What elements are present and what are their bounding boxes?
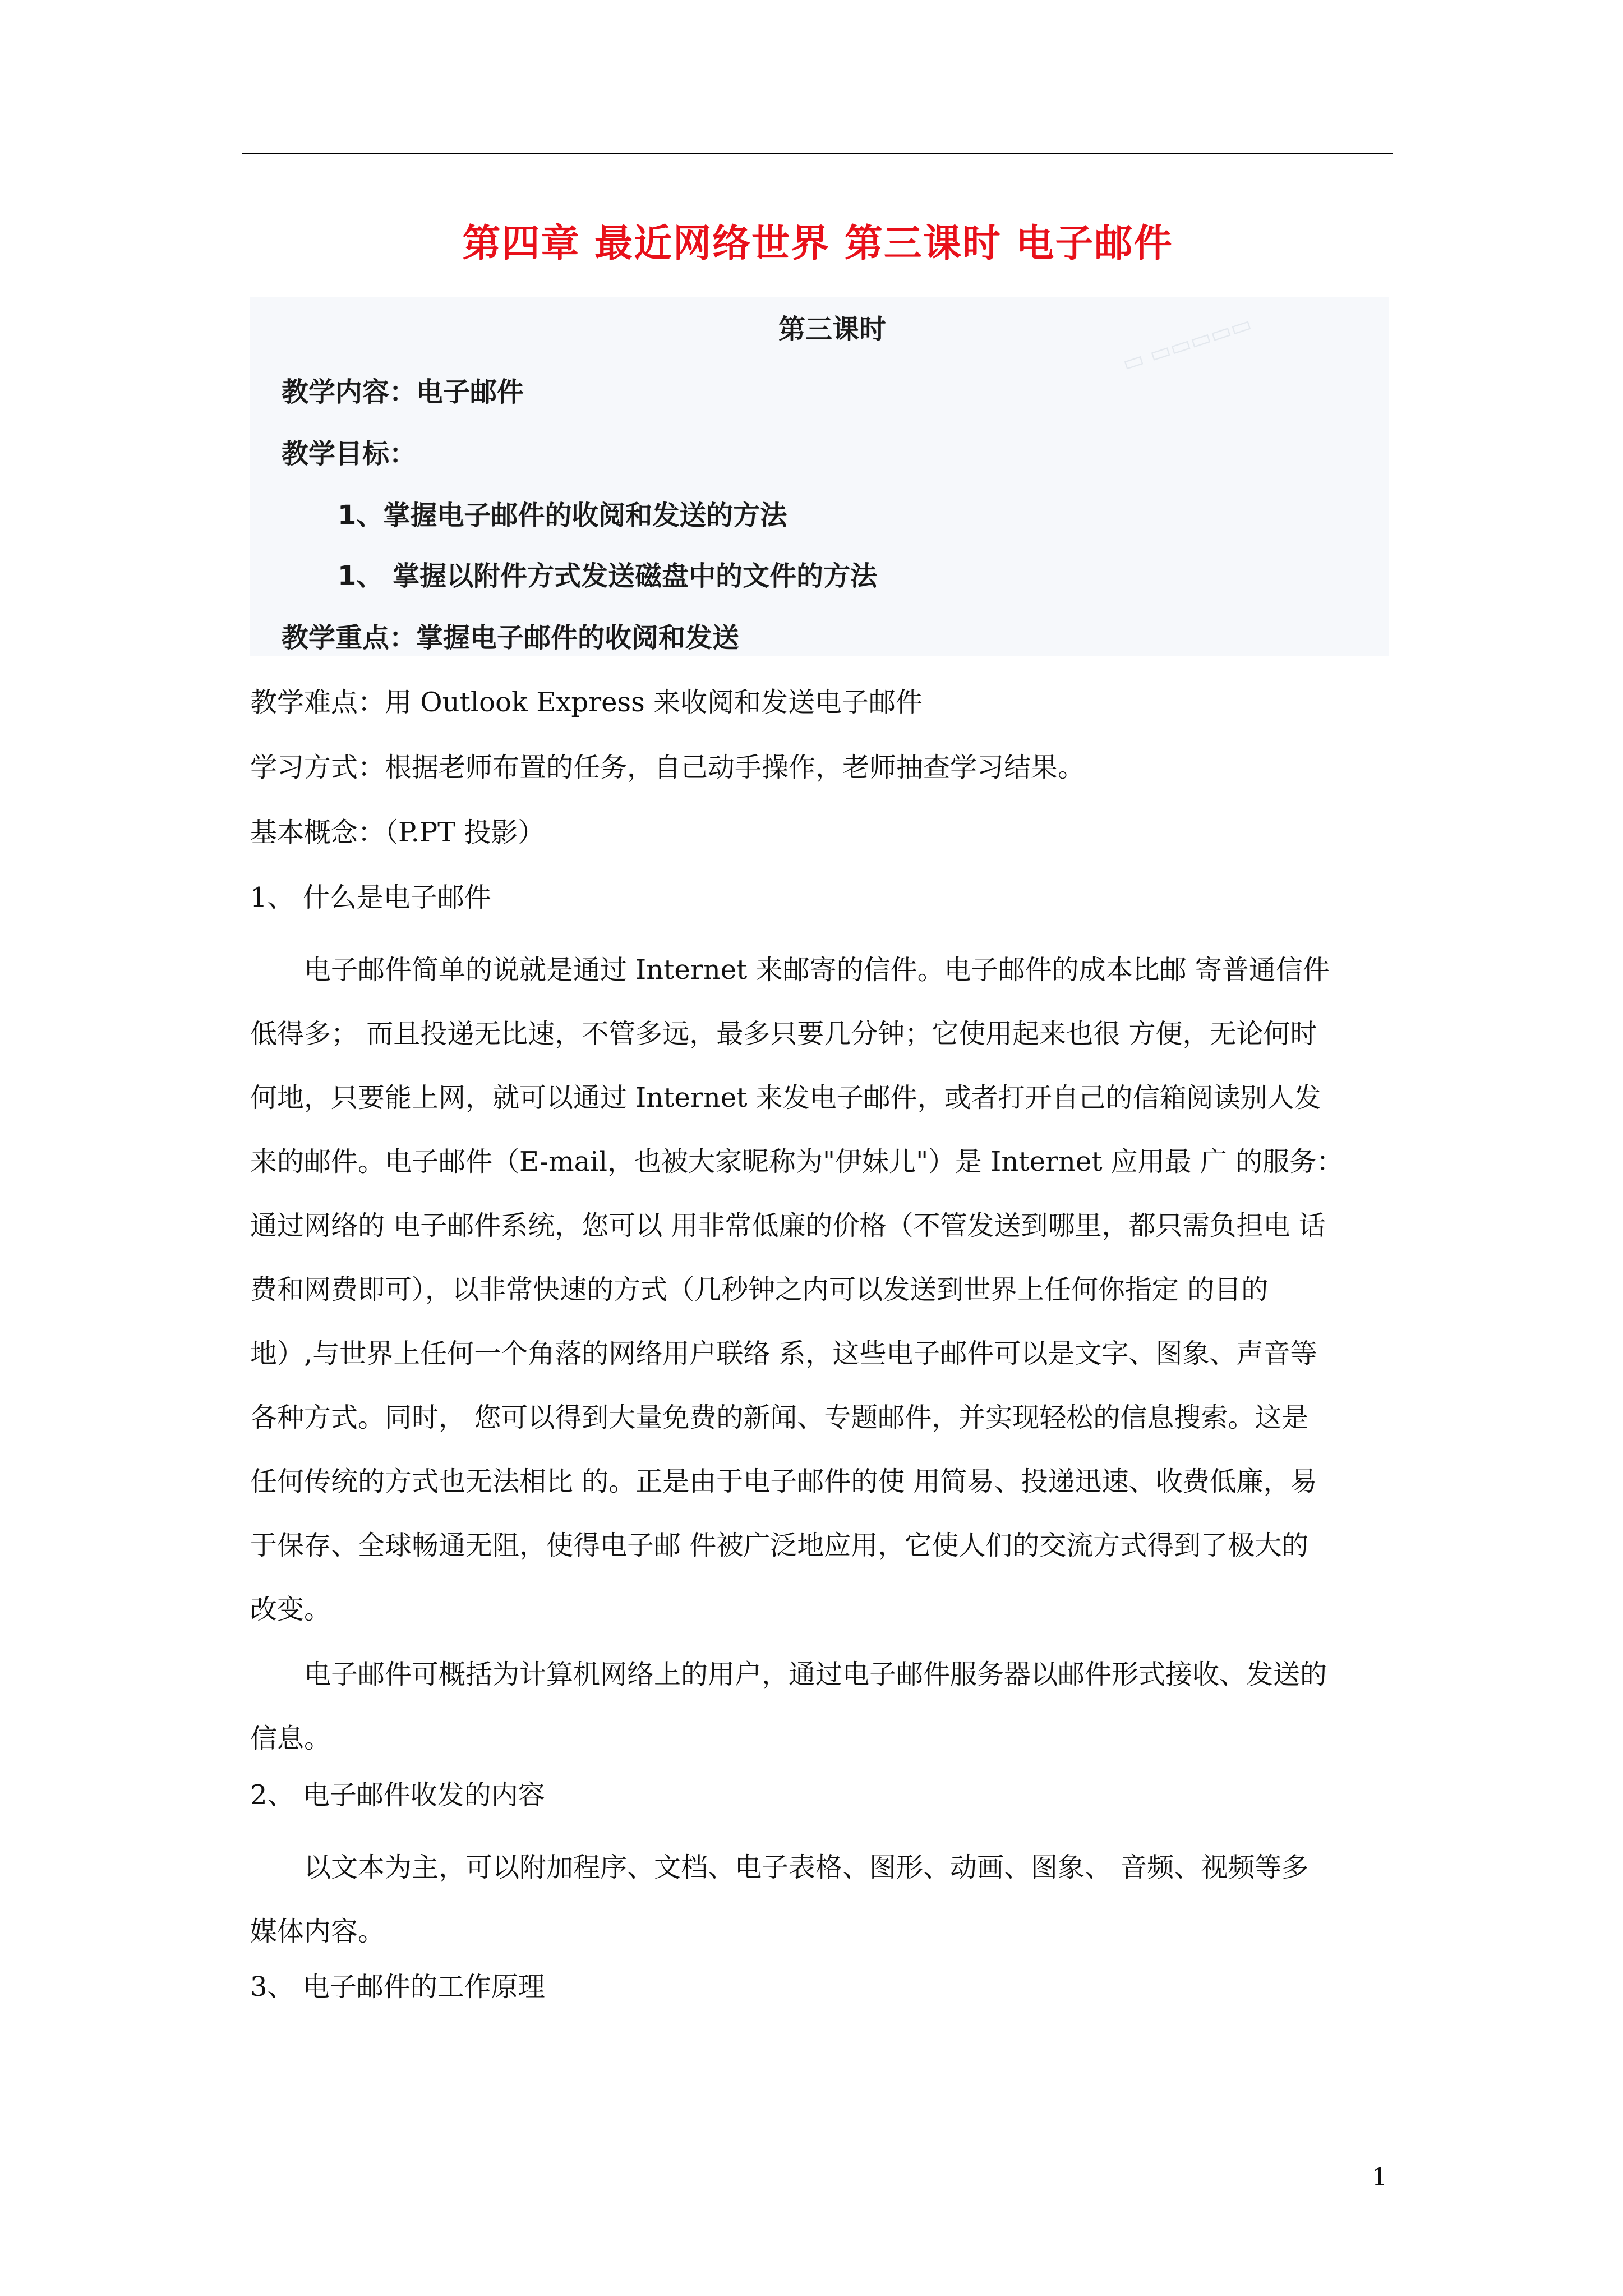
- embed-heading: 第三课时: [778, 314, 887, 345]
- page-number: 1: [1372, 2163, 1387, 2192]
- section2-heading: 2、 电子邮件收发的内容: [250, 1779, 545, 1811]
- paragraph-line: 媒体内容。: [250, 1916, 385, 1947]
- embed-goal-1: 1、掌握电子邮件的收阅和发送的方法: [338, 500, 787, 531]
- method-line: 学习方式：根据老师布置的任务，自己动手操作，老师抽查学习结果。: [250, 752, 1085, 783]
- section1-heading: 1、 什么是电子邮件: [250, 882, 491, 913]
- embed-goals-label: 教学目标：: [282, 438, 417, 470]
- watermark: ▭ ▭▭▭▭▭: [1119, 311, 1255, 377]
- paragraph-line: 任何传统的方式也无法相比 的。正是由于电子邮件的使 用简易、投递迅速、收费低廉，易: [250, 1466, 1317, 1497]
- paragraph-line: 来的邮件。电子邮件（E-mail，也被大家昵称为"伊妹儿"）是 Internet 应用最 广 的服务：: [250, 1146, 1344, 1177]
- paragraph-line: 通过网络的 电子邮件系统，您可以 用非常低廉的价格（不管发送到哪里，都只需负担电 话: [250, 1210, 1326, 1241]
- paragraph-line: 于保存、全球畅通无阻，使得电子邮 件被广泛地应用，它使人们的交流方式得到了极大的: [250, 1530, 1309, 1561]
- embed-key-point: 教学重点：掌握电子邮件的收阅和发送: [282, 622, 740, 654]
- paragraph-line: 电子邮件简单的说就是通过 Internet 来邮寄的信件。电子邮件的成本比邮 寄普通信件: [304, 954, 1330, 986]
- paragraph-line: 地）,与世界上任何一个角落的网络用户联络 系，这些电子邮件可以是文字、图象、声音等: [250, 1338, 1317, 1369]
- paragraph-line: 费和网费即可），以非常快速的方式（几秒钟之内可以发送到世界上任何你指定 的目的: [250, 1274, 1269, 1305]
- header-rule: [242, 153, 1393, 154]
- paragraph-line: 以文本为主，可以附加程序、文档、电子表格、图形、动画、图象、 音频、视频等多: [304, 1852, 1309, 1883]
- concept-line: 基本概念：（P.PT 投影）: [250, 817, 545, 848]
- section3-heading: 3、 电子邮件的工作原理: [250, 1971, 545, 2003]
- paragraph-line: 电子邮件可概括为计算机网络上的用户，通过电子邮件服务器以邮件形式接收、发送的: [304, 1659, 1327, 1690]
- paragraph-line: 信息。: [250, 1723, 331, 1754]
- paragraph-line: 低得多； 而且投递无比速，不管多远，最多只要几分钟；它使用起来也很 方便，无论何时: [250, 1018, 1317, 1050]
- paragraph-line: 何地，只要能上网，就可以通过 Internet 来发电子邮件，或者打开自己的信箱阅读别人发: [250, 1082, 1321, 1114]
- page-title: 第四章 最近网络世界 第三课时 电子邮件: [462, 221, 1173, 266]
- embed-content: 教学内容：电子邮件: [282, 376, 524, 408]
- difficulty-line: 教学难点：用 Outlook Express 来收阅和发送电子邮件: [250, 687, 923, 718]
- embedded-lesson-image: [250, 297, 1389, 656]
- paragraph-line: 各种方式。同时， 您可以得到大量免费的新闻、专题邮件，并实现轻松的信息搜索。这是: [250, 1402, 1309, 1433]
- paragraph-line: 改变。: [250, 1594, 331, 1625]
- embed-goal-2: 1、 掌握以附件方式发送磁盘中的文件的方法: [338, 560, 878, 592]
